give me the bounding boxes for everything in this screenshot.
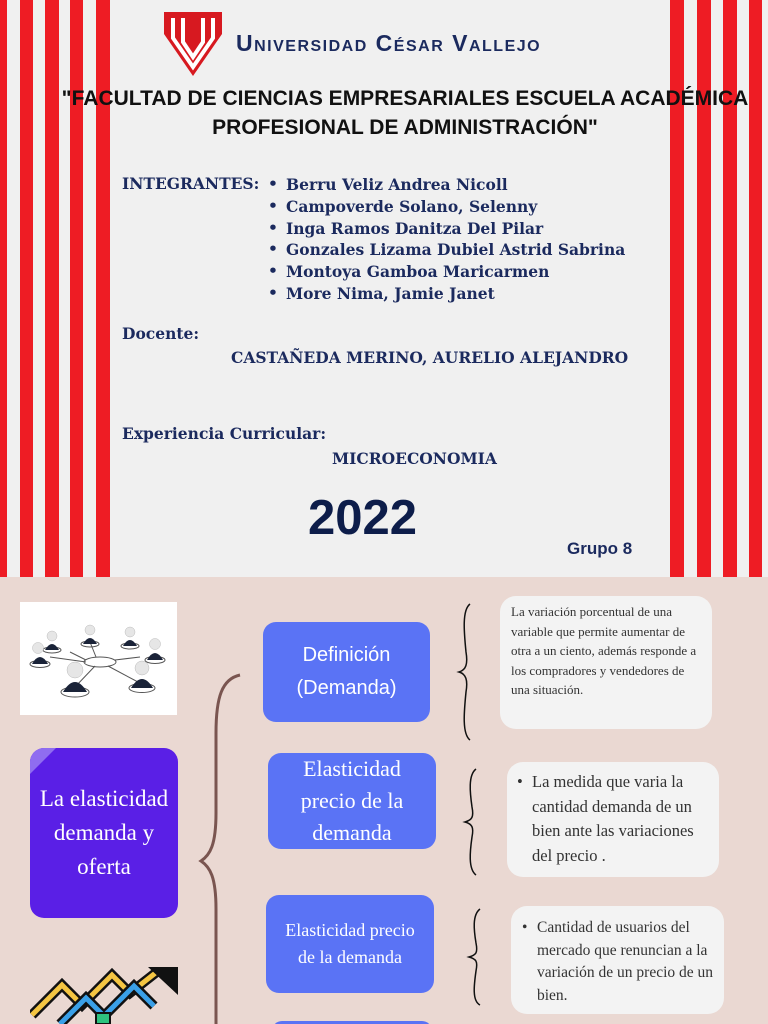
- members-label: INTEGRANTES:: [122, 174, 260, 193]
- curly-brace-icon: [196, 673, 246, 1024]
- infographic: [0, 577, 768, 1024]
- red-stripe: [749, 0, 762, 577]
- small-brace-icon: [456, 602, 476, 742]
- trend-arrow-icon: [30, 965, 182, 1024]
- red-stripe: [20, 0, 33, 577]
- term-box-definicion: Definición (Demanda): [263, 622, 430, 722]
- faculty-title: "FACULTAD DE CIENCIAS EMPRESARIALES ESCUELA ACADÉMICA PROFESIONAL DE ADMINISTRACIÓN": [61, 87, 749, 139]
- small-brace-icon: [466, 907, 486, 1007]
- year: 2022: [308, 491, 418, 545]
- description-text: • La medida que varia la cantidad demanda de un bien ante las variaciones del precio .: [532, 770, 711, 868]
- teacher-name: CASTAÑEDA MERINO, AURELIO ALEJANDRO: [231, 348, 629, 367]
- red-stripe: [45, 0, 59, 577]
- member-item: • Inga Ramos Danitza Del Pilar: [268, 218, 625, 240]
- university-name: Universidad César Vallejo: [236, 30, 542, 56]
- description-card: [507, 762, 719, 877]
- description-card: La variación porcentual de una variable que permite aumentar de otra a un ciento, además responde a los compradores y vendedores de una situación.: [500, 596, 712, 729]
- teacher-label: Docente:: [122, 324, 200, 343]
- red-stripe: [0, 0, 7, 577]
- small-brace-icon: [462, 767, 482, 877]
- description-text: • Cantidad de usuarios del mercado que renuncian a la variación de un precio de un bien.: [537, 917, 718, 1007]
- member-item: • Montoya Gamboa Maricarmen: [268, 261, 625, 283]
- members-list: [268, 174, 625, 305]
- term-box-elasticidad: Elasticidad precio de la demanda: [268, 753, 436, 849]
- main-topic-box: La elasticidad demanda y oferta: [30, 748, 178, 918]
- member-item: • Berru Veliz Andrea Nicoll: [268, 174, 625, 196]
- member-item: • More Nima, Jamie Janet: [268, 283, 625, 305]
- people-network-icon: [20, 602, 177, 715]
- university-logo-icon: [164, 12, 222, 76]
- member-item: • Gonzales Lizama Dubiel Astrid Sabrina: [268, 239, 625, 261]
- group-label: Grupo 8: [567, 539, 633, 558]
- description-card: [511, 906, 724, 1014]
- member-item: • Campoverde Solano, Selenny: [268, 196, 625, 218]
- course-label: Experiencia Curricular:: [122, 424, 327, 443]
- term-box-elasticidad-precio: Elasticidad precio de la demanda: [266, 895, 434, 993]
- course-name: MICROECONOMIA: [332, 449, 497, 468]
